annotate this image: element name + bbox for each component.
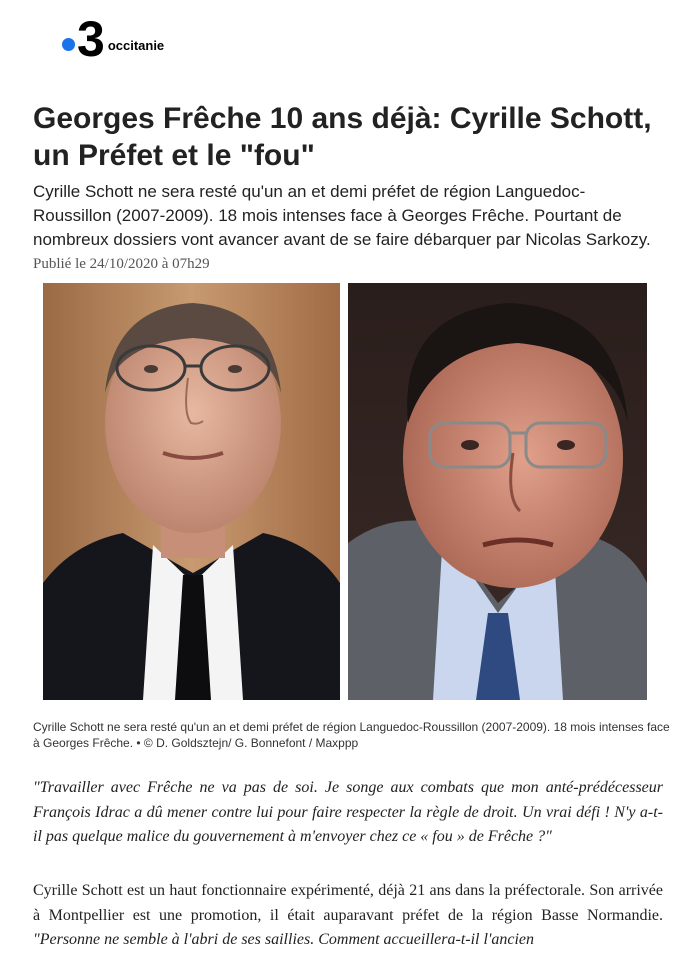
portrait-photo-right [348,283,647,700]
paragraph-quote: "Personne ne semble à l'abri de ses saillies. Comment accueillera-t-il l'ancien [33,931,535,948]
paragraph-text: Cyrille Schott est un haut fonctionnaire expérimenté, déjà 21 ans dans la préfectorale. Son arrivée à Montpellier est une promotion, il était auparavant préfet de la région Basse Normandie. [33,882,663,924]
logo-mark: 3 [77,11,104,67]
article-lead: Cyrille Schott ne sera resté qu'un an et demi préfet de région Languedoc-Roussillon (2007-2009). 18 mois intenses face à Georges Frêche. Pourtant de nombreux dossiers vont avancer avant de se faire débarquer par Nicolas Sarkozy. [33,182,651,249]
logo-region: occitanie [107,37,165,53]
article-title: Georges Frêche 10 ans déjà: Cyrille Schott, un Préfet et le "fou" [33,102,652,172]
publication-date: Publié le 24/10/2020 à 07h29 [33,256,210,272]
portrait-photo-left [43,283,340,700]
article-quote-paragraph: "Travailler avec Frêche ne va pas de soi. Je songe aux combats que mon anté-prédécesseur François Idrac a dû mener contre lui pour faire respecter la règle de droit. Un vrai défi ! N'y a-t-il pas quelque malice du gouvernement à m'envoyer chez ce « fou » de Frêche ?" [33,779,663,845]
logo-dot [62,38,75,51]
article-body-paragraph [33,879,663,953]
france3-occitanie-logo[interactable] [62,11,165,67]
photo-caption: Cyrille Schott ne sera resté qu'un an et demi préfet de région Languedoc-Roussillon (2007-2009). 18 mois intenses face à Georges Frêche. • © D. Goldsztejn/ G. Bonnefont / Maxppp [33,720,670,750]
